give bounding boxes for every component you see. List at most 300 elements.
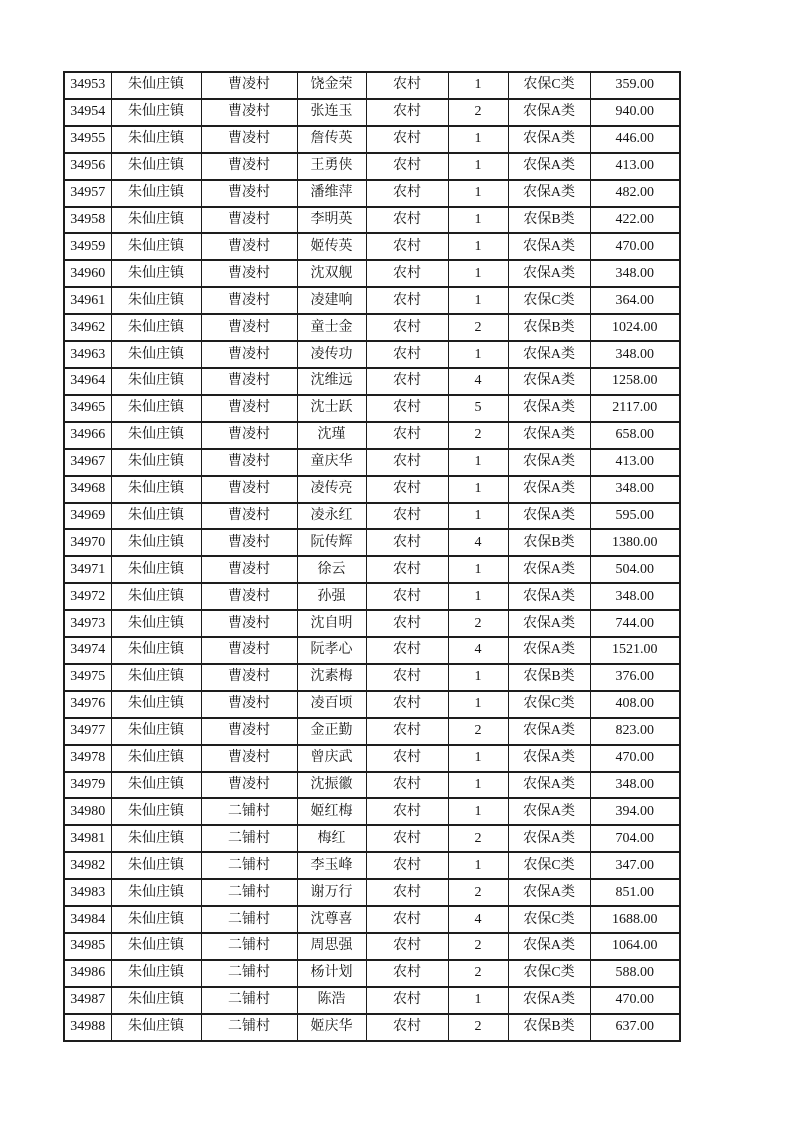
cell-person-count: 2	[448, 879, 508, 906]
cell-village: 曹凌村	[201, 664, 297, 691]
cell-amount: 413.00	[590, 153, 680, 180]
cell-amount: 348.00	[590, 260, 680, 287]
cell-person-name: 饶金荣	[297, 72, 366, 99]
cell-amount: 359.00	[590, 72, 680, 99]
cell-person-name: 王勇侠	[297, 153, 366, 180]
cell-residence-type: 农村	[366, 772, 448, 799]
table-row	[64, 556, 680, 583]
table-row	[64, 583, 680, 610]
table-row	[64, 422, 680, 449]
table-row	[64, 745, 680, 772]
cell-amount: 704.00	[590, 825, 680, 852]
cell-insurance-type: 农保A类	[508, 368, 590, 395]
cell-person-count: 1	[448, 745, 508, 772]
cell-serial-number: 34956	[64, 153, 111, 180]
cell-person-name: 张连玉	[297, 99, 366, 126]
cell-serial-number: 34979	[64, 772, 111, 799]
cell-insurance-type: 农保A类	[508, 99, 590, 126]
table-row	[64, 718, 680, 745]
table-row	[64, 691, 680, 718]
cell-insurance-type: 农保B类	[508, 664, 590, 691]
cell-person-name: 曾庆武	[297, 745, 366, 772]
cell-village: 曹凌村	[201, 126, 297, 153]
cell-person-name: 阮传辉	[297, 529, 366, 556]
cell-person-count: 4	[448, 906, 508, 933]
cell-amount: 851.00	[590, 879, 680, 906]
social-insurance-table	[63, 71, 681, 1042]
cell-amount: 940.00	[590, 99, 680, 126]
cell-insurance-type: 农保A类	[508, 772, 590, 799]
cell-person-name: 沈素梅	[297, 664, 366, 691]
cell-insurance-type: 农保C类	[508, 72, 590, 99]
cell-residence-type: 农村	[366, 879, 448, 906]
cell-town: 朱仙庄镇	[111, 906, 201, 933]
cell-person-count: 2	[448, 960, 508, 987]
cell-village: 曹凌村	[201, 180, 297, 207]
cell-person-name: 詹传英	[297, 126, 366, 153]
cell-person-count: 2	[448, 610, 508, 637]
cell-person-name: 徐云	[297, 556, 366, 583]
cell-village: 曹凌村	[201, 287, 297, 314]
cell-residence-type: 农村	[366, 341, 448, 368]
cell-insurance-type: 农保C类	[508, 906, 590, 933]
cell-amount: 348.00	[590, 476, 680, 503]
cell-person-name: 沈双舰	[297, 260, 366, 287]
cell-serial-number: 34965	[64, 395, 111, 422]
cell-person-count: 1	[448, 449, 508, 476]
cell-person-name: 沈维远	[297, 368, 366, 395]
cell-person-name: 谢万行	[297, 879, 366, 906]
cell-serial-number: 34978	[64, 745, 111, 772]
cell-residence-type: 农村	[366, 368, 448, 395]
cell-village: 曹凌村	[201, 341, 297, 368]
cell-town: 朱仙庄镇	[111, 395, 201, 422]
table-row	[64, 825, 680, 852]
cell-town: 朱仙庄镇	[111, 556, 201, 583]
cell-residence-type: 农村	[366, 153, 448, 180]
table-body	[64, 72, 680, 1041]
table-row	[64, 772, 680, 799]
cell-residence-type: 农村	[366, 637, 448, 664]
cell-person-name: 陈浩	[297, 987, 366, 1014]
cell-amount: 413.00	[590, 449, 680, 476]
cell-town: 朱仙庄镇	[111, 529, 201, 556]
cell-amount: 348.00	[590, 772, 680, 799]
cell-residence-type: 农村	[366, 233, 448, 260]
cell-serial-number: 34966	[64, 422, 111, 449]
cell-village: 曹凌村	[201, 260, 297, 287]
cell-amount: 2117.00	[590, 395, 680, 422]
cell-serial-number: 34983	[64, 879, 111, 906]
cell-person-name: 沈尊喜	[297, 906, 366, 933]
cell-residence-type: 农村	[366, 718, 448, 745]
cell-village: 二铺村	[201, 906, 297, 933]
cell-person-name: 童士金	[297, 314, 366, 341]
cell-town: 朱仙庄镇	[111, 1014, 201, 1041]
cell-person-count: 1	[448, 691, 508, 718]
cell-village: 曹凌村	[201, 691, 297, 718]
cell-village: 曹凌村	[201, 368, 297, 395]
cell-town: 朱仙庄镇	[111, 503, 201, 530]
cell-serial-number: 34955	[64, 126, 111, 153]
cell-person-name: 姬庆华	[297, 1014, 366, 1041]
cell-insurance-type: 农保A类	[508, 233, 590, 260]
cell-town: 朱仙庄镇	[111, 314, 201, 341]
cell-person-count: 2	[448, 422, 508, 449]
cell-amount: 1380.00	[590, 529, 680, 556]
cell-insurance-type: 农保A类	[508, 153, 590, 180]
cell-town: 朱仙庄镇	[111, 99, 201, 126]
cell-town: 朱仙庄镇	[111, 637, 201, 664]
cell-town: 朱仙庄镇	[111, 287, 201, 314]
cell-serial-number: 34970	[64, 529, 111, 556]
table-row	[64, 180, 680, 207]
cell-insurance-type: 农保A类	[508, 637, 590, 664]
cell-person-count: 1	[448, 72, 508, 99]
table-row	[64, 906, 680, 933]
cell-village: 曹凌村	[201, 476, 297, 503]
cell-person-name: 凌百顷	[297, 691, 366, 718]
cell-person-count: 4	[448, 529, 508, 556]
cell-residence-type: 农村	[366, 610, 448, 637]
cell-serial-number: 34954	[64, 99, 111, 126]
cell-person-count: 1	[448, 583, 508, 610]
cell-amount: 1064.00	[590, 933, 680, 960]
cell-residence-type: 农村	[366, 556, 448, 583]
cell-village: 二铺村	[201, 933, 297, 960]
cell-insurance-type: 农保A类	[508, 126, 590, 153]
cell-village: 曹凌村	[201, 395, 297, 422]
cell-amount: 408.00	[590, 691, 680, 718]
cell-town: 朱仙庄镇	[111, 933, 201, 960]
table-row	[64, 960, 680, 987]
cell-village: 二铺村	[201, 987, 297, 1014]
cell-serial-number: 34964	[64, 368, 111, 395]
cell-serial-number: 34980	[64, 798, 111, 825]
cell-person-count: 1	[448, 341, 508, 368]
cell-residence-type: 农村	[366, 449, 448, 476]
cell-insurance-type: 农保A类	[508, 260, 590, 287]
cell-person-name: 潘维萍	[297, 180, 366, 207]
cell-residence-type: 农村	[366, 72, 448, 99]
cell-town: 朱仙庄镇	[111, 180, 201, 207]
cell-person-name: 沈振徽	[297, 772, 366, 799]
cell-insurance-type: 农保A类	[508, 556, 590, 583]
cell-residence-type: 农村	[366, 664, 448, 691]
cell-person-count: 5	[448, 395, 508, 422]
cell-person-count: 1	[448, 260, 508, 287]
cell-person-count: 1	[448, 852, 508, 879]
cell-residence-type: 农村	[366, 960, 448, 987]
cell-village: 曹凌村	[201, 233, 297, 260]
cell-person-count: 2	[448, 1014, 508, 1041]
cell-serial-number: 34975	[64, 664, 111, 691]
cell-village: 曹凌村	[201, 422, 297, 449]
cell-town: 朱仙庄镇	[111, 610, 201, 637]
cell-person-count: 1	[448, 664, 508, 691]
cell-serial-number: 34973	[64, 610, 111, 637]
cell-person-name: 沈自明	[297, 610, 366, 637]
cell-person-count: 4	[448, 368, 508, 395]
cell-town: 朱仙庄镇	[111, 852, 201, 879]
cell-serial-number: 34977	[64, 718, 111, 745]
cell-town: 朱仙庄镇	[111, 691, 201, 718]
cell-residence-type: 农村	[366, 583, 448, 610]
table-row	[64, 314, 680, 341]
cell-serial-number: 34963	[64, 341, 111, 368]
cell-village: 曹凌村	[201, 503, 297, 530]
cell-amount: 482.00	[590, 180, 680, 207]
cell-insurance-type: 农保A类	[508, 745, 590, 772]
cell-amount: 422.00	[590, 207, 680, 234]
cell-amount: 823.00	[590, 718, 680, 745]
cell-insurance-type: 农保A类	[508, 476, 590, 503]
table-row	[64, 395, 680, 422]
cell-insurance-type: 农保A类	[508, 583, 590, 610]
cell-village: 曹凌村	[201, 583, 297, 610]
table-row	[64, 933, 680, 960]
cell-town: 朱仙庄镇	[111, 207, 201, 234]
cell-person-count: 1	[448, 287, 508, 314]
cell-amount: 1258.00	[590, 368, 680, 395]
cell-amount: 1024.00	[590, 314, 680, 341]
cell-insurance-type: 农保A类	[508, 395, 590, 422]
cell-amount: 364.00	[590, 287, 680, 314]
cell-person-count: 1	[448, 207, 508, 234]
cell-town: 朱仙庄镇	[111, 126, 201, 153]
cell-insurance-type: 农保A类	[508, 503, 590, 530]
table-row	[64, 610, 680, 637]
cell-person-name: 姬传英	[297, 233, 366, 260]
table-row	[64, 449, 680, 476]
cell-village: 曹凌村	[201, 153, 297, 180]
cell-person-name: 金正勤	[297, 718, 366, 745]
cell-village: 二铺村	[201, 960, 297, 987]
table-row	[64, 637, 680, 664]
cell-amount: 470.00	[590, 745, 680, 772]
cell-residence-type: 农村	[366, 126, 448, 153]
cell-serial-number: 34958	[64, 207, 111, 234]
cell-insurance-type: 农保B类	[508, 529, 590, 556]
cell-village: 曹凌村	[201, 556, 297, 583]
cell-person-count: 1	[448, 233, 508, 260]
table-row	[64, 987, 680, 1014]
cell-village: 二铺村	[201, 825, 297, 852]
cell-amount: 595.00	[590, 503, 680, 530]
cell-person-name: 沈瑾	[297, 422, 366, 449]
cell-town: 朱仙庄镇	[111, 664, 201, 691]
cell-person-count: 2	[448, 314, 508, 341]
cell-town: 朱仙庄镇	[111, 449, 201, 476]
cell-town: 朱仙庄镇	[111, 879, 201, 906]
cell-serial-number: 34988	[64, 1014, 111, 1041]
cell-residence-type: 农村	[366, 314, 448, 341]
cell-amount: 348.00	[590, 341, 680, 368]
cell-residence-type: 农村	[366, 825, 448, 852]
cell-amount: 348.00	[590, 583, 680, 610]
cell-serial-number: 34976	[64, 691, 111, 718]
cell-serial-number: 34974	[64, 637, 111, 664]
cell-town: 朱仙庄镇	[111, 960, 201, 987]
cell-person-count: 1	[448, 153, 508, 180]
cell-person-name: 孙强	[297, 583, 366, 610]
cell-town: 朱仙庄镇	[111, 476, 201, 503]
cell-town: 朱仙庄镇	[111, 233, 201, 260]
cell-village: 曹凌村	[201, 207, 297, 234]
cell-amount: 1521.00	[590, 637, 680, 664]
cell-village: 曹凌村	[201, 449, 297, 476]
cell-residence-type: 农村	[366, 99, 448, 126]
cell-amount: 376.00	[590, 664, 680, 691]
cell-residence-type: 农村	[366, 207, 448, 234]
table-row	[64, 99, 680, 126]
cell-town: 朱仙庄镇	[111, 772, 201, 799]
cell-residence-type: 农村	[366, 476, 448, 503]
cell-serial-number: 34971	[64, 556, 111, 583]
table-row	[64, 476, 680, 503]
cell-town: 朱仙庄镇	[111, 260, 201, 287]
cell-insurance-type: 农保A类	[508, 718, 590, 745]
cell-serial-number: 34962	[64, 314, 111, 341]
table-row	[64, 207, 680, 234]
cell-town: 朱仙庄镇	[111, 153, 201, 180]
cell-insurance-type: 农保B类	[508, 207, 590, 234]
cell-residence-type: 农村	[366, 529, 448, 556]
cell-serial-number: 34987	[64, 987, 111, 1014]
cell-village: 二铺村	[201, 879, 297, 906]
cell-person-name: 沈士跃	[297, 395, 366, 422]
cell-residence-type: 农村	[366, 422, 448, 449]
cell-insurance-type: 农保B类	[508, 1014, 590, 1041]
cell-village: 二铺村	[201, 798, 297, 825]
cell-insurance-type: 农保A类	[508, 825, 590, 852]
cell-insurance-type: 农保A类	[508, 610, 590, 637]
cell-serial-number: 34960	[64, 260, 111, 287]
cell-serial-number: 34986	[64, 960, 111, 987]
cell-amount: 470.00	[590, 987, 680, 1014]
cell-insurance-type: 农保A类	[508, 798, 590, 825]
cell-person-name: 周思强	[297, 933, 366, 960]
table-row	[64, 341, 680, 368]
cell-village: 曹凌村	[201, 745, 297, 772]
cell-residence-type: 农村	[366, 1014, 448, 1041]
cell-residence-type: 农村	[366, 745, 448, 772]
cell-amount: 637.00	[590, 1014, 680, 1041]
cell-amount: 394.00	[590, 798, 680, 825]
cell-residence-type: 农村	[366, 987, 448, 1014]
cell-serial-number: 34972	[64, 583, 111, 610]
cell-village: 曹凌村	[201, 718, 297, 745]
cell-person-count: 1	[448, 987, 508, 1014]
cell-insurance-type: 农保A类	[508, 422, 590, 449]
table-row	[64, 529, 680, 556]
cell-village: 二铺村	[201, 852, 297, 879]
cell-person-name: 姬红梅	[297, 798, 366, 825]
cell-person-count: 1	[448, 180, 508, 207]
cell-residence-type: 农村	[366, 906, 448, 933]
cell-person-name: 凌传功	[297, 341, 366, 368]
table-row	[64, 126, 680, 153]
cell-person-count: 1	[448, 798, 508, 825]
cell-serial-number: 34969	[64, 503, 111, 530]
cell-residence-type: 农村	[366, 503, 448, 530]
cell-village: 曹凌村	[201, 772, 297, 799]
cell-amount: 1688.00	[590, 906, 680, 933]
cell-person-count: 1	[448, 503, 508, 530]
cell-serial-number: 34961	[64, 287, 111, 314]
cell-insurance-type: 农保A类	[508, 180, 590, 207]
cell-town: 朱仙庄镇	[111, 72, 201, 99]
table-row	[64, 1014, 680, 1041]
table-row	[64, 287, 680, 314]
cell-person-name: 李明英	[297, 207, 366, 234]
cell-residence-type: 农村	[366, 933, 448, 960]
cell-amount: 446.00	[590, 126, 680, 153]
cell-person-name: 阮孝心	[297, 637, 366, 664]
table-row	[64, 852, 680, 879]
table-row	[64, 798, 680, 825]
cell-residence-type: 农村	[366, 287, 448, 314]
cell-person-name: 李玉峰	[297, 852, 366, 879]
cell-residence-type: 农村	[366, 798, 448, 825]
cell-insurance-type: 农保B类	[508, 314, 590, 341]
cell-person-count: 1	[448, 772, 508, 799]
cell-town: 朱仙庄镇	[111, 745, 201, 772]
cell-village: 曹凌村	[201, 99, 297, 126]
cell-insurance-type: 农保A类	[508, 987, 590, 1014]
cell-village: 曹凌村	[201, 314, 297, 341]
cell-serial-number: 34982	[64, 852, 111, 879]
cell-village: 曹凌村	[201, 610, 297, 637]
cell-town: 朱仙庄镇	[111, 825, 201, 852]
cell-person-count: 2	[448, 718, 508, 745]
cell-serial-number: 34968	[64, 476, 111, 503]
table-row	[64, 260, 680, 287]
cell-town: 朱仙庄镇	[111, 798, 201, 825]
table-row	[64, 368, 680, 395]
cell-village: 曹凌村	[201, 529, 297, 556]
cell-insurance-type: 农保A类	[508, 879, 590, 906]
cell-person-count: 4	[448, 637, 508, 664]
cell-amount: 658.00	[590, 422, 680, 449]
cell-amount: 588.00	[590, 960, 680, 987]
cell-serial-number: 34967	[64, 449, 111, 476]
cell-person-count: 1	[448, 126, 508, 153]
table-row	[64, 233, 680, 260]
cell-insurance-type: 农保A类	[508, 933, 590, 960]
cell-residence-type: 农村	[366, 180, 448, 207]
cell-serial-number: 34985	[64, 933, 111, 960]
cell-person-name: 童庆华	[297, 449, 366, 476]
table-row	[64, 879, 680, 906]
cell-insurance-type: 农保C类	[508, 287, 590, 314]
cell-residence-type: 农村	[366, 852, 448, 879]
cell-village: 二铺村	[201, 1014, 297, 1041]
cell-town: 朱仙庄镇	[111, 368, 201, 395]
table-row	[64, 153, 680, 180]
cell-person-name: 梅红	[297, 825, 366, 852]
cell-village: 曹凌村	[201, 72, 297, 99]
cell-person-name: 凌永红	[297, 503, 366, 530]
cell-residence-type: 农村	[366, 260, 448, 287]
cell-town: 朱仙庄镇	[111, 718, 201, 745]
cell-serial-number: 34959	[64, 233, 111, 260]
cell-residence-type: 农村	[366, 691, 448, 718]
cell-person-name: 杨计划	[297, 960, 366, 987]
cell-person-count: 2	[448, 825, 508, 852]
table-row	[64, 503, 680, 530]
cell-insurance-type: 农保A类	[508, 449, 590, 476]
